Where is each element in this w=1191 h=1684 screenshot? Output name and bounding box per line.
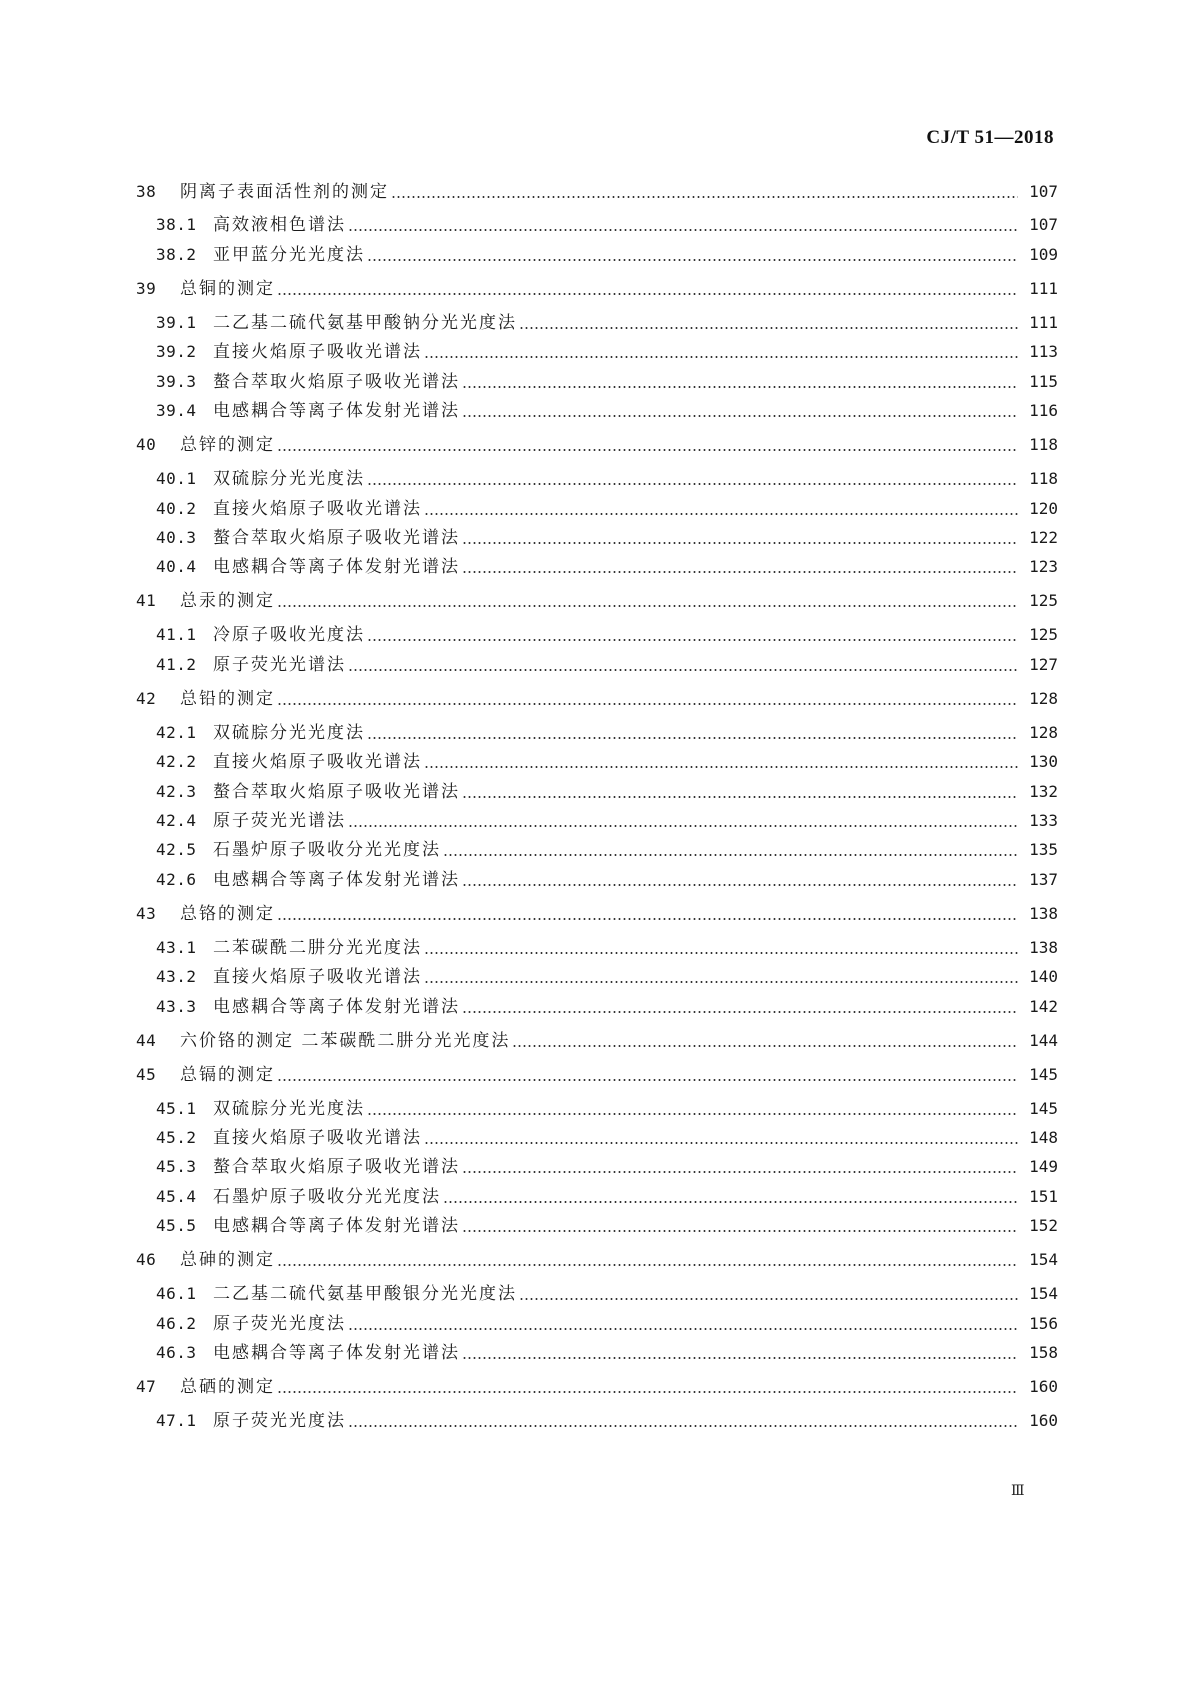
toc-entry-title: 螯合萃取火焰原子吸收光谱法 — [213, 372, 460, 392]
toc-entry-title: 直接火焰原子吸收光谱法 — [213, 752, 422, 772]
toc-entry-number: 46.3 — [156, 1343, 197, 1362]
toc-entry-title: 总铬的测定 — [180, 904, 275, 924]
toc-entry-title: 总硒的测定 — [180, 1377, 275, 1397]
toc-section-row[interactable] — [136, 750, 1058, 774]
toc-entry-number: 39.1 — [156, 313, 197, 332]
toc-entry-number: 38 — [136, 182, 157, 201]
toc-entry-number: 39.3 — [156, 372, 197, 391]
toc-entry-page: 138 — [1029, 904, 1058, 923]
toc-entry-page: 115 — [1029, 372, 1058, 391]
toc-section-row[interactable] — [136, 965, 1058, 989]
toc-entry-number: 40.4 — [156, 557, 197, 576]
toc-section-row[interactable] — [136, 1312, 1058, 1336]
toc-entry-number: 40.2 — [156, 499, 197, 518]
toc-chapter-row[interactable] — [136, 277, 1058, 301]
toc-section-row[interactable] — [136, 623, 1058, 647]
toc-entry-title: 电感耦合等离子体发射光谱法 — [213, 1216, 460, 1236]
dot-leader — [367, 639, 1018, 641]
toc-section-row[interactable] — [136, 497, 1058, 521]
toc-entry-title: 双硫腙分光光度法 — [213, 469, 365, 489]
toc-chapter-row[interactable] — [136, 1375, 1058, 1399]
toc-entry-page: 138 — [1029, 938, 1058, 957]
toc-entry-page: 113 — [1029, 342, 1058, 361]
toc-entry-title: 总锌的测定 — [180, 435, 275, 455]
toc-entry-page: 118 — [1029, 435, 1058, 454]
toc-entry-page: 118 — [1029, 469, 1058, 488]
toc-entry-number: 39.4 — [156, 401, 197, 420]
toc-entry-number: 42.5 — [156, 840, 197, 859]
dot-leader — [277, 1079, 1018, 1081]
toc-section-row[interactable] — [136, 1126, 1058, 1150]
toc-section-row[interactable] — [136, 370, 1058, 394]
toc-entry-page: 142 — [1029, 997, 1058, 1016]
toc-entry-number: 47 — [136, 1377, 157, 1396]
toc-entry-title: 双硫腙分光光度法 — [213, 1099, 365, 1119]
toc-entry-title: 直接火焰原子吸收光谱法 — [213, 967, 422, 987]
toc-entry-page: 123 — [1029, 557, 1058, 576]
dot-leader — [462, 796, 1018, 798]
dot-leader — [348, 1328, 1018, 1330]
toc-entry-page: 140 — [1029, 967, 1058, 986]
dot-leader — [277, 918, 1018, 920]
toc-entry-page: 145 — [1029, 1099, 1058, 1118]
toc-entry-number: 45.5 — [156, 1216, 197, 1235]
dot-leader — [348, 1425, 1018, 1427]
toc-entry-page: 125 — [1029, 591, 1058, 610]
toc-entry-page: 148 — [1029, 1128, 1058, 1147]
dot-leader — [519, 1298, 1018, 1300]
toc-entry-number: 40.3 — [156, 528, 197, 547]
toc-entry-number: 46.1 — [156, 1284, 197, 1303]
toc-entry-title: 电感耦合等离子体发射光谱法 — [213, 401, 460, 421]
dot-leader — [277, 1264, 1018, 1266]
dot-leader — [367, 259, 1018, 261]
dot-leader — [424, 766, 1018, 768]
toc-entry-number: 43 — [136, 904, 157, 923]
toc-entry-page: 130 — [1029, 752, 1058, 771]
toc-entry-page: 128 — [1029, 689, 1058, 708]
dot-leader — [462, 1171, 1018, 1173]
toc-entry-page: 111 — [1029, 313, 1058, 332]
toc-entry-number: 45 — [136, 1065, 157, 1084]
toc-entry-page: 160 — [1029, 1377, 1058, 1396]
toc-entry-title: 原子荧光光谱法 — [213, 655, 346, 675]
toc-entry-page: 128 — [1029, 723, 1058, 742]
toc-entry-number: 45.2 — [156, 1128, 197, 1147]
toc-entry-page: 120 — [1029, 499, 1058, 518]
toc-entry-title: 亚甲蓝分光光度法 — [213, 245, 365, 265]
toc-entry-page: 145 — [1029, 1065, 1058, 1084]
dot-leader — [512, 1045, 1018, 1047]
toc-entry-number: 41.1 — [156, 625, 197, 644]
toc-section-row[interactable] — [136, 555, 1058, 579]
toc-entry-number: 42 — [136, 689, 157, 708]
toc-entry-page: 144 — [1029, 1031, 1058, 1050]
toc-entry-number: 45.4 — [156, 1187, 197, 1206]
dot-leader — [462, 1011, 1018, 1013]
dot-leader — [367, 737, 1018, 739]
dot-leader — [462, 571, 1018, 573]
toc-entry-title: 总铜的测定 — [180, 279, 275, 299]
dot-leader — [277, 449, 1018, 451]
toc-entry-page: 154 — [1029, 1284, 1058, 1303]
dot-leader — [277, 605, 1018, 607]
toc-entry-title: 原子荧光光度法 — [213, 1411, 346, 1431]
toc-entry-title: 电感耦合等离子体发射光谱法 — [213, 870, 460, 890]
toc-chapter-row[interactable] — [136, 1029, 1058, 1053]
toc-section-row[interactable] — [136, 340, 1058, 364]
toc-entry-page: 109 — [1029, 245, 1058, 264]
dot-leader — [277, 293, 1018, 295]
dot-leader — [391, 196, 1018, 198]
toc-section-row[interactable] — [136, 467, 1058, 491]
dot-leader — [462, 415, 1018, 417]
toc-entry-title: 电感耦合等离子体发射光谱法 — [213, 557, 460, 577]
dot-leader — [424, 1142, 1018, 1144]
dot-leader — [277, 1391, 1018, 1393]
toc-entry-number: 46 — [136, 1250, 157, 1269]
toc-entry-title: 螯合萃取火焰原子吸收光谱法 — [213, 528, 460, 548]
toc-entry-number: 44 — [136, 1031, 157, 1050]
page-number: Ⅲ — [1011, 1484, 1024, 1499]
toc-entry-number: 40 — [136, 435, 157, 454]
toc-entry-title: 六价铬的测定 二苯碳酰二肼分光光度法 — [180, 1031, 511, 1051]
dot-leader — [277, 703, 1018, 705]
toc-section-row[interactable] — [136, 1155, 1058, 1179]
toc-entry-title: 石墨炉原子吸收分光光度法 — [213, 1187, 441, 1207]
dot-leader — [462, 884, 1018, 886]
dot-leader — [348, 825, 1018, 827]
toc-chapter-row[interactable] — [136, 433, 1058, 457]
dot-leader — [348, 669, 1018, 671]
toc-entry-number: 46.2 — [156, 1314, 197, 1333]
toc-section-row[interactable] — [136, 1185, 1058, 1209]
dot-leader — [424, 513, 1018, 515]
toc-entry-title: 直接火焰原子吸收光谱法 — [213, 1128, 422, 1148]
toc-section-row[interactable] — [136, 243, 1058, 267]
toc-entry-page: 135 — [1029, 840, 1058, 859]
toc-entry-page: 127 — [1029, 655, 1058, 674]
toc-entry-number: 40.1 — [156, 469, 197, 488]
dot-leader — [424, 356, 1018, 358]
dot-leader — [367, 1113, 1018, 1115]
toc-section-row[interactable] — [136, 1341, 1058, 1365]
toc-entry-title: 高效液相色谱法 — [213, 215, 346, 235]
toc-entry-number: 42.3 — [156, 782, 197, 801]
toc-entry-number: 45.1 — [156, 1099, 197, 1118]
toc-entry-title: 总砷的测定 — [180, 1250, 275, 1270]
toc-entry-title: 总铅的测定 — [180, 689, 275, 709]
dot-leader — [462, 386, 1018, 388]
toc-entry-page: 151 — [1029, 1187, 1058, 1206]
toc-chapter-row[interactable] — [136, 1063, 1058, 1087]
toc-entry-page: 107 — [1029, 215, 1058, 234]
dot-leader — [424, 981, 1018, 983]
toc-entry-title: 二乙基二硫代氨基甲酸银分光光度法 — [213, 1284, 517, 1304]
toc-chapter-row[interactable] — [136, 180, 1058, 204]
toc-entry-number: 42.1 — [156, 723, 197, 742]
toc-entry-number: 42.6 — [156, 870, 197, 889]
toc-entry-title: 阴离子表面活性剂的测定 — [180, 182, 389, 202]
dot-leader — [519, 327, 1018, 329]
toc-entry-title: 总镉的测定 — [180, 1065, 275, 1085]
toc-entry-title: 总汞的测定 — [180, 591, 275, 611]
toc-section-row[interactable] — [136, 936, 1058, 960]
toc-section-row[interactable] — [136, 868, 1058, 892]
toc-entry-number: 41.2 — [156, 655, 197, 674]
toc-section-row[interactable] — [136, 526, 1058, 550]
toc-section-row[interactable] — [136, 213, 1058, 237]
toc-entry-number: 42.4 — [156, 811, 197, 830]
toc-entry-page: 132 — [1029, 782, 1058, 801]
toc-entry-title: 螯合萃取火焰原子吸收光谱法 — [213, 1157, 460, 1177]
toc-chapter-row[interactable] — [136, 1248, 1058, 1272]
toc-entry-title: 电感耦合等离子体发射光谱法 — [213, 1343, 460, 1363]
toc-entry-number: 43.1 — [156, 938, 197, 957]
toc-chapter-row[interactable] — [136, 902, 1058, 926]
dot-leader — [462, 1230, 1018, 1232]
toc-entry-title: 电感耦合等离子体发射光谱法 — [213, 997, 460, 1017]
toc-section-row[interactable] — [136, 653, 1058, 677]
toc-entry-title: 原子荧光光谱法 — [213, 811, 346, 831]
toc-section-row[interactable] — [136, 1282, 1058, 1306]
toc-section-row[interactable] — [136, 995, 1058, 1019]
toc-entry-title: 冷原子吸收光度法 — [213, 625, 365, 645]
toc-entry-page: 137 — [1029, 870, 1058, 889]
toc-entry-number: 47.1 — [156, 1411, 197, 1430]
toc-entry-number: 39 — [136, 279, 157, 298]
toc-entry-number: 38.1 — [156, 215, 197, 234]
dot-leader — [443, 1201, 1018, 1203]
toc-entry-page: 149 — [1029, 1157, 1058, 1176]
toc-section-row[interactable] — [136, 838, 1058, 862]
toc-entry-page: 122 — [1029, 528, 1058, 547]
toc-entry-page: 133 — [1029, 811, 1058, 830]
toc-entry-page: 116 — [1029, 401, 1058, 420]
toc-entry-title: 二苯碳酰二肼分光光度法 — [213, 938, 422, 958]
dot-leader — [462, 542, 1018, 544]
toc-entry-page: 154 — [1029, 1250, 1058, 1269]
toc-entry-title: 双硫腙分光光度法 — [213, 723, 365, 743]
standard-code: CJ/T 51—2018 — [926, 127, 1054, 148]
toc-entry-title: 原子荧光光度法 — [213, 1314, 346, 1334]
dot-leader — [462, 1357, 1018, 1359]
toc-entry-number: 42.2 — [156, 752, 197, 771]
toc-entry-title: 直接火焰原子吸收光谱法 — [213, 342, 422, 362]
toc-entry-title: 石墨炉原子吸收分光光度法 — [213, 840, 441, 860]
toc-entry-page: 107 — [1029, 182, 1058, 201]
toc-entry-number: 38.2 — [156, 245, 197, 264]
toc-entry-number: 43.3 — [156, 997, 197, 1016]
toc-entry-number: 45.3 — [156, 1157, 197, 1176]
toc-entry-page: 152 — [1029, 1216, 1058, 1235]
toc-entry-page: 160 — [1029, 1411, 1058, 1430]
toc-entry-title: 二乙基二硫代氨基甲酸钠分光光度法 — [213, 313, 517, 333]
toc-section-row[interactable] — [136, 1214, 1058, 1238]
toc-section-row[interactable] — [136, 809, 1058, 833]
toc-entry-number: 41 — [136, 591, 157, 610]
toc-section-row[interactable] — [136, 1097, 1058, 1121]
toc-section-row[interactable] — [136, 721, 1058, 745]
toc-chapter-row[interactable] — [136, 687, 1058, 711]
toc-entry-title: 螯合萃取火焰原子吸收光谱法 — [213, 782, 460, 802]
toc-entry-page: 111 — [1029, 279, 1058, 298]
toc-section-row[interactable] — [136, 399, 1058, 423]
toc-entry-page: 156 — [1029, 1314, 1058, 1333]
toc-section-row[interactable] — [136, 311, 1058, 335]
toc-entry-page: 158 — [1029, 1343, 1058, 1362]
toc-entry-number: 43.2 — [156, 967, 197, 986]
dot-leader — [424, 952, 1018, 954]
toc-entry-page: 125 — [1029, 625, 1058, 644]
dot-leader — [443, 854, 1018, 856]
toc-section-row[interactable] — [136, 1409, 1058, 1433]
toc-entry-number: 39.2 — [156, 342, 197, 361]
toc-chapter-row[interactable] — [136, 589, 1058, 613]
toc-section-row[interactable] — [136, 780, 1058, 804]
dot-leader — [367, 483, 1018, 485]
toc-entry-title: 直接火焰原子吸收光谱法 — [213, 499, 422, 519]
dot-leader — [348, 229, 1018, 231]
